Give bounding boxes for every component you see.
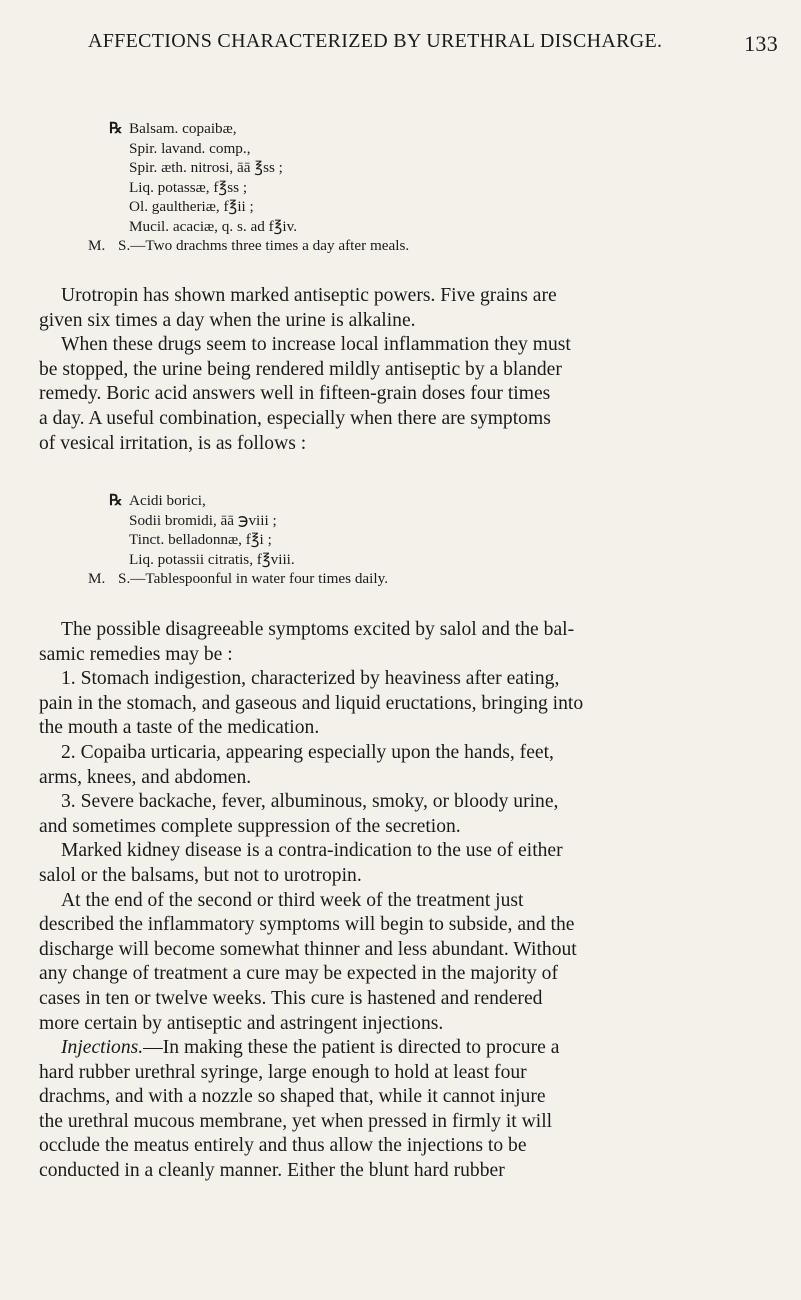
- prescription-1: [88, 119, 409, 256]
- rx-ms-label: M.: [88, 237, 106, 254]
- rx-ingredient: Balsam. copaibæ,: [129, 120, 237, 137]
- injections-heading: Injections.: [61, 1037, 144, 1059]
- running-title: AFFECTIONS CHARACTERIZED BY URETHRAL DISCHARGE.: [88, 30, 663, 52]
- rx-ingredient: Liq. potassæ, f℥ss ;: [129, 178, 248, 196]
- rx-symbol: ℞: [109, 120, 123, 137]
- rx-directions: S.—Two drachms three times a day after meals.: [118, 237, 410, 254]
- rx-directions: S.—Tablespoonful in water four times daily.: [118, 570, 389, 587]
- rx-symbol: ℞: [109, 492, 123, 509]
- rx-ms-label: M.: [88, 570, 106, 587]
- prescription-2: [88, 491, 388, 589]
- rx-ingredient: Ol. gaultheriæ, f℥ii ;: [129, 198, 254, 215]
- rx-ingredient: Liq. potassii citratis, f℥viii.: [129, 550, 295, 568]
- rx-ingredient: Sodii bromidi, āā ℈viii ;: [129, 511, 277, 529]
- paragraph-urotropin: Urotropin has shown marked antiseptic powers. Five grains are given six times a day when the urine is alkaline. When these drugs seem to increase local inflammation they must be stopped, the urine being rendered mildly antiseptic by a blander remedy. Boric acid answers well in fifteen-grain doses four times a day. A useful combination, especially when there are symptoms of vesical irritation, is as follows :: [39, 285, 571, 454]
- rx-ingredient: Mucil. acaciæ, q. s. ad f℥iv.: [129, 217, 298, 235]
- page-header: [88, 30, 788, 56]
- injections-paragraph-start: Injections.—In making these the patient is directed to procure a: [61, 1037, 560, 1059]
- rx-ingredient: Spir. lavand. comp.,: [129, 139, 251, 157]
- page-number: 133: [744, 31, 778, 56]
- rx-ingredient: Tinct. belladonnæ, f℥i ;: [129, 531, 272, 548]
- rx-ingredient: Spir. æth. nitrosi, āā ℥ss ;: [129, 159, 283, 176]
- rx-ingredient: Acidi borici,: [129, 492, 206, 509]
- main-body-text: The possible disagreeable symptoms excited by salol and the bal- samic remedies may be : 1. Stomach indigestion, characterized by heaviness after eating, pain in the stomach, and gaseous and liquid eructations, bringing into the mouth a taste of the medication. 2. Copaiba urticaria, appearing especially upon the hands, feet, arms, knees, and abdomen. 3. Severe backache, fever, albuminous, smoky, or bloody urine, and sometimes complete suppression of the secretion. Marked kidney disease is a contra-indication to the use of either salol or the balsams, but not to urotropin. At the end of the second or third week of the treatment just described the inflammatory symptoms will begin to subside, and the discharge will become somewhat thinner and less abundant. Without any change of treatment a cure may be expected in the majority of cases in ten or twelve weeks. This cure is hastened and rendered more certain by antiseptic and astringent injections. Injections.—In making these the patient is directed to procure a hard rubber urethral syringe, large enough to hold at least four drachms, and with a nozzle so shaped that, while it cannot injure the urethral mucous membrane, yet when pressed in firmly it will occlude the meatus entirely and thus allow the injections to be conducted in a cleanly manner. Either the blunt hard rubber: [39, 618, 769, 1184]
